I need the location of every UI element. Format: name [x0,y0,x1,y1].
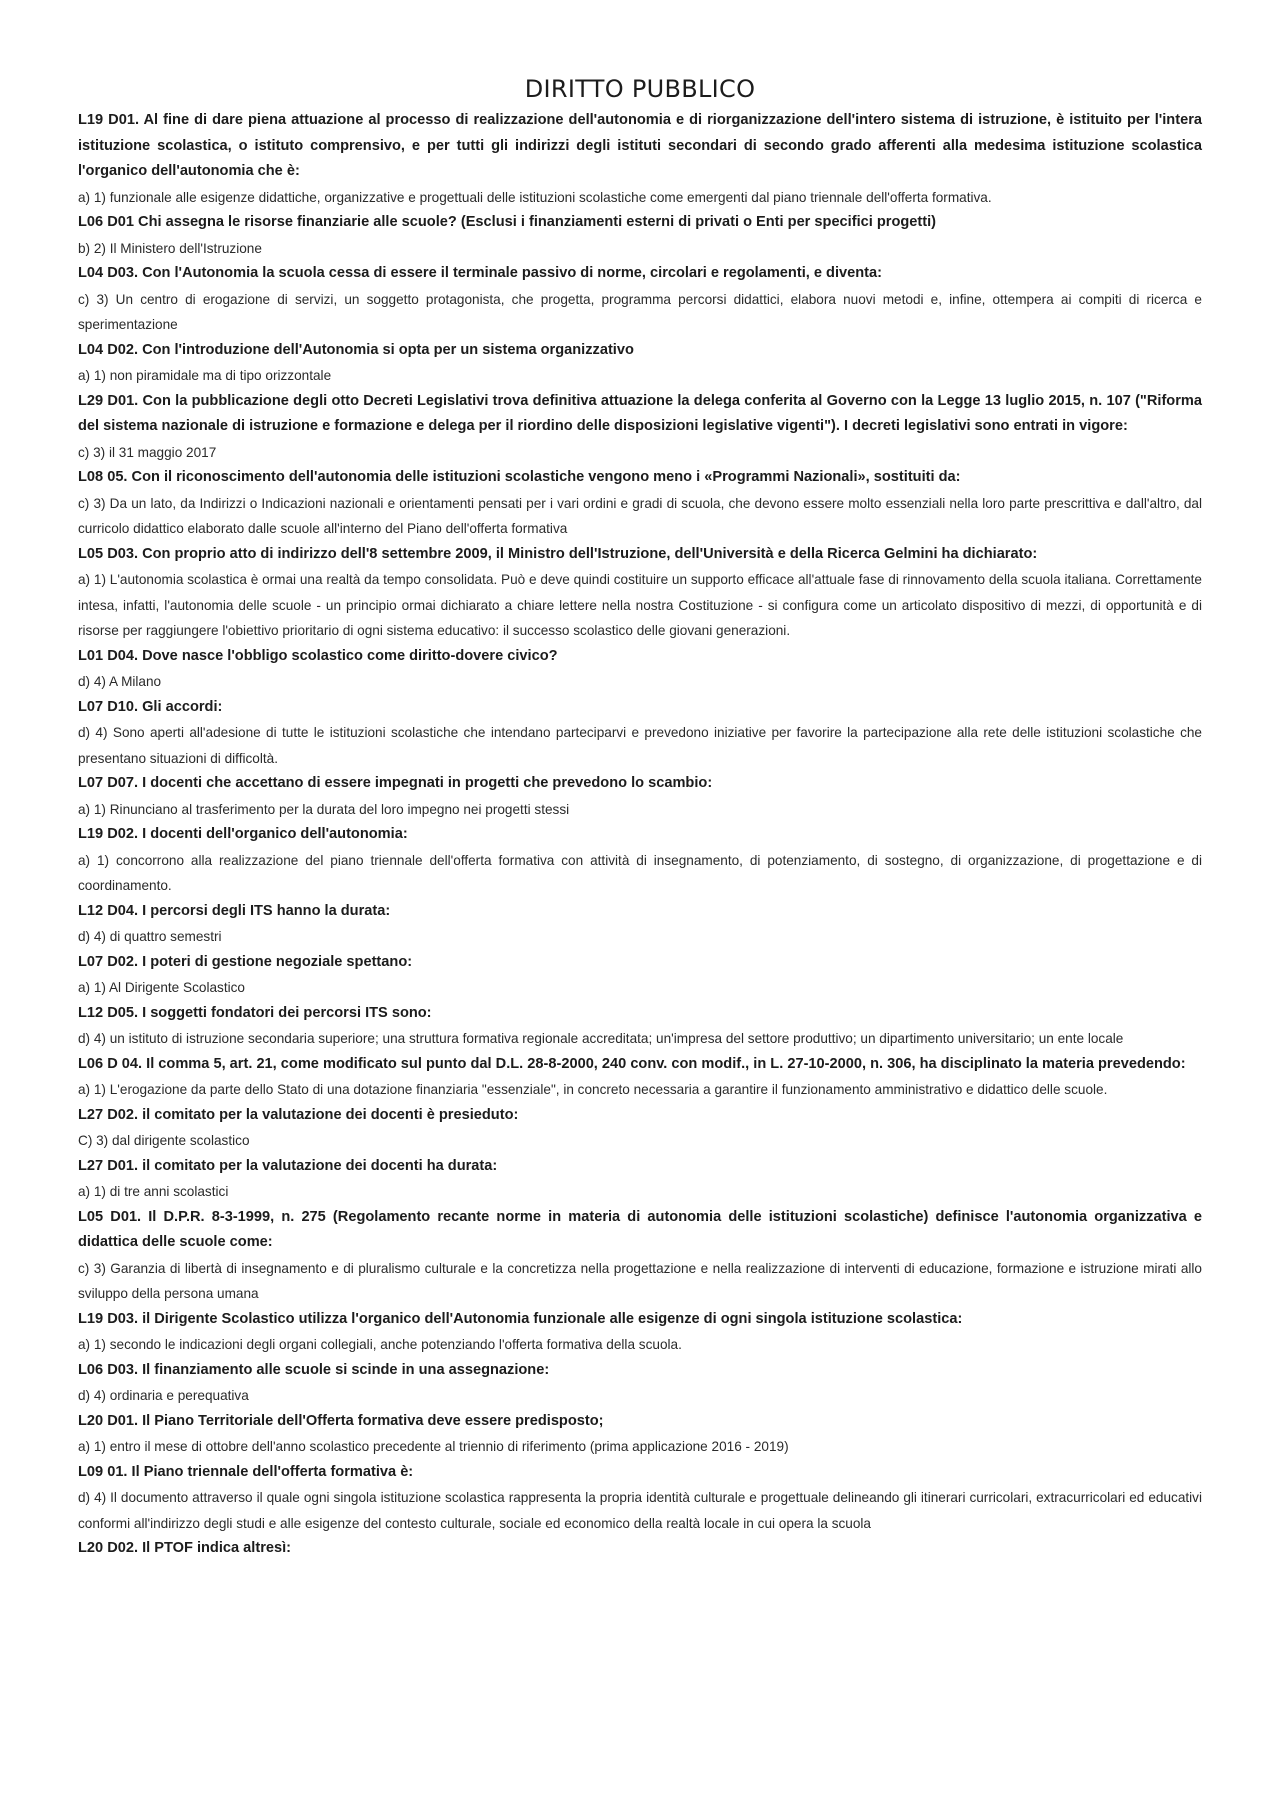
question-text: L01 D04. Dove nasce l'obbligo scolastico come diritto-dovere civico? [78,647,558,664]
question-item [78,465,1202,542]
question-item [78,261,1202,338]
question-item [78,1052,1202,1103]
question-item [78,1409,1202,1460]
answer-text: c) 3) Da un lato, da Indirizzi o Indicazioni nazionali e orientamenti pensati per i vari ordini e gradi di scuola, che devono essere molto essenziali nella loro parte prescrittiva e dall'altro, dal curricolo didattico elaborato dalle scuole all'interno del Piano dell'offerta formativa [78,495,1202,536]
answer-text: a) 1) di tre anni scolastici [78,1184,229,1199]
question-text: L05 D01. Il D.P.R. 8-3-1999, n. 275 (Regolamento recante norme in materia di autonomia delle istituzioni scolastiche) definisce l'autonomia organizzativa e didattica delle scuole come: [78,1208,1202,1250]
answer-text: d) 4) di quattro semestri [78,929,222,944]
question-item [78,899,1202,950]
question-item [78,1205,1202,1307]
answer-text: a) 1) L'erogazione da parte dello Stato di una dotazione finanziaria "essenziale", in concreto necessaria a garantire il funzionamento amministrativo e didattico delle scuole. [78,1082,1108,1097]
question-text: L06 D03. Il finanziamento alle scuole si scinde in una assegnazione: [78,1361,550,1378]
answer-text: c) 3) Garanzia di libertà di insegnamento e di pluralismo culturale e la concretizza nella progettazione e nella realizzazione di interventi di educazione, formazione e istruzione mirati allo sviluppo della persona umana [78,1260,1202,1301]
answer-text: a) 1) entro il mese di ottobre dell'anno scolastico precedente al triennio di riferimento (prima applicazione 2016 - 2019) [78,1439,789,1454]
question-item [78,1103,1202,1154]
answer-text: a) 1) funzionale alle esigenze didattiche, organizzative e progettuali delle istituzioni scolastiche come emergenti dal piano triennale dell'offerta formativa. [78,189,992,205]
answer-text: a) 1) concorrono alla realizzazione del piano triennale dell'offerta formativa con attività di insegnamento, di potenziamento, di sostegno, di organizzazione, di progettazione e di coordinamento. [78,852,1202,893]
question-list [78,108,1202,1562]
answer-text: a) 1) Al Dirigente Scolastico [78,980,245,995]
answer-text: a) 1) non piramidale ma di tipo orizzontale [78,368,332,383]
question-text: L19 D02. I docenti dell'organico dell'autonomia: [78,826,408,842]
question-text: L04 D03. Con l'Autonomia la scuola cessa di essere il terminale passivo di norme, circolari e regolamenti, e diventa: [78,265,882,281]
question-item [78,1460,1202,1537]
answer-text: d) 4) Sono aperti all'adesione di tutte le istituzioni scolastiche che intendano parteciparvi e prevedono iniziative per favorire la partecipazione alla rete delle istituzioni scolastiche che presentano situazioni di difficoltà. [78,725,1202,766]
document-page [78,74,1202,1562]
question-text: L27 D02. il comitato per la valutazione dei docenti è presieduto: [78,1106,519,1123]
answer-text: d) 4) un istituto di istruzione secondaria superiore; una struttura formativa regionale accreditata; un'impresa del settore produttivo; un dipartimento universitario; un ente locale [78,1031,1124,1046]
question-item [78,542,1202,644]
answer-text: d) 4) Il documento attraverso il quale ogni singola istituzione scolastica rappresenta la propria identità culturale e progettuale delineando gli itinerari curricolari, extracurricolari ed educativi conformi all'indirizzo degli studi e alle esigenze del contesto culturale, sociale ed economico della realtà locale in cui opera la scuola [78,1490,1202,1531]
page-title: DIRITTO PUBBLICO [524,75,756,103]
question-text: L07 D07. I docenti che accettano di essere impegnati in progetti che prevedono lo scambio: [78,775,713,791]
question-text: L08 05. Con il riconoscimento dell'autonomia delle istituzioni scolastiche vengono meno i «Programmi Nazionali», sostituiti da: [78,469,961,485]
question-item [78,1536,1202,1562]
answer-text: a) 1) Rinunciano al trasferimento per la durata del loro impegno nei progetti stessi [78,801,570,817]
question-item [78,389,1202,466]
answer-text: d) 4) ordinaria e perequativa [78,1388,249,1403]
question-text: L06 D 04. Il comma 5, art. 21, come modificato sul punto dal D.L. 28-8-2000, 240 conv. con modif., in L. 27-10-2000, n. 306, ha disciplinato la materia prevedendo: [78,1055,1186,1072]
question-item [78,695,1202,772]
question-item [78,1307,1202,1358]
question-item [78,822,1202,899]
question-item [78,1001,1202,1052]
answer-text: C) 3) dal dirigente scolastico [78,1133,250,1148]
question-text: L05 D03. Con proprio atto di indirizzo dell'8 settembre 2009, il Ministro dell'Istruzione, dell'Università e della Ricerca Gelmini ha dichiarato: [78,545,1038,562]
question-text: L20 D01. Il Piano Territoriale dell'Offerta formativa deve essere predisposto; [78,1412,604,1429]
question-item [78,950,1202,1001]
question-item [78,338,1202,389]
question-text: L19 D01. Al fine di dare piena attuazione al processo di realizzazione dell'autonomia e di riorganizzazione dell'intero sistema di istruzione, è istituito per l'intera istituzione scolastica, o istituto comprensivo, e per tutti gli indirizzi degli istituti secondari di secondo grado afferenti alla medesima istituzione scolastica l'organico dell'autonomia che è: [78,112,1202,179]
question-text: L12 D04. I percorsi degli ITS hanno la durata: [78,902,391,919]
question-text: L07 D02. I poteri di gestione negoziale spettano: [78,953,413,970]
question-text: L12 D05. I soggetti fondatori dei percorsi ITS sono: [78,1004,432,1021]
question-text: L29 D01. Con la pubblicazione degli otto Decreti Legislativi trova definitiva attuazione la delega conferita al Governo con la Legge 13 luglio 2015, n. 107 ("Riforma del sistema nazionale di istruzione e formazione e delega per il riordino delle disposizioni legislative vigenti"). I decreti legislativi sono entrati in vigore: [78,392,1202,434]
question-text: L07 D10. Gli accordi: [78,698,223,715]
question-item [78,771,1202,822]
answer-text: c) 3) il 31 maggio 2017 [78,444,217,460]
question-item [78,210,1202,261]
question-item [78,108,1202,210]
question-text: L19 D03. il Dirigente Scolastico utilizza l'organico dell'Autonomia funzionale alle esigenze di ogni singola istituzione scolastica: [78,1310,963,1327]
answer-text: b) 2) Il Ministero dell'Istruzione [78,240,262,256]
question-item [78,1358,1202,1409]
question-text: L04 D02. Con l'introduzione dell'Autonomia si opta per un sistema organizzativo [78,341,634,358]
answer-text: d) 4) A Milano [78,674,162,689]
question-text: L09 01. Il Piano triennale dell'offerta formativa è: [78,1463,414,1480]
question-text: L06 D01 Chi assegna le risorse finanziarie alle scuole? (Esclusi i finanziamenti esterni di privati o Enti per specifici progetti) [78,214,937,230]
question-item [78,1154,1202,1205]
question-item [78,644,1202,695]
answer-text: a) 1) secondo le indicazioni degli organi collegiali, anche potenziando l'offerta formativa della scuola. [78,1337,682,1352]
answer-text: c) 3) Un centro di erogazione di servizi, un soggetto protagonista, che progetta, programma percorsi didattici, elabora nuovi metodi e, infine, ottempera ai compiti di ricerca e sperimentazione [78,291,1202,332]
question-text: L27 D01. il comitato per la valutazione dei docenti ha durata: [78,1157,498,1174]
answer-text: a) 1) L'autonomia scolastica è ormai una realtà da tempo consolidata. Può e deve quindi costituire un supporto efficace all'attuale fase di rinnovamento della scuola italiana. Correttamente intesa, infatti, l'autonomia delle scuole - un principio ormai dichiarato a chiare lettere nella nostra Costituzione - si configura come un articolato dispositivo di mezzi, di opportunità e di risorse per raggiungere l'obiettivo prioritario di ogni sistema educativo: il successo scolastico delle giovani generazioni. [78,572,1202,638]
question-text: L20 D02. Il PTOF indica altresì: [78,1540,292,1556]
